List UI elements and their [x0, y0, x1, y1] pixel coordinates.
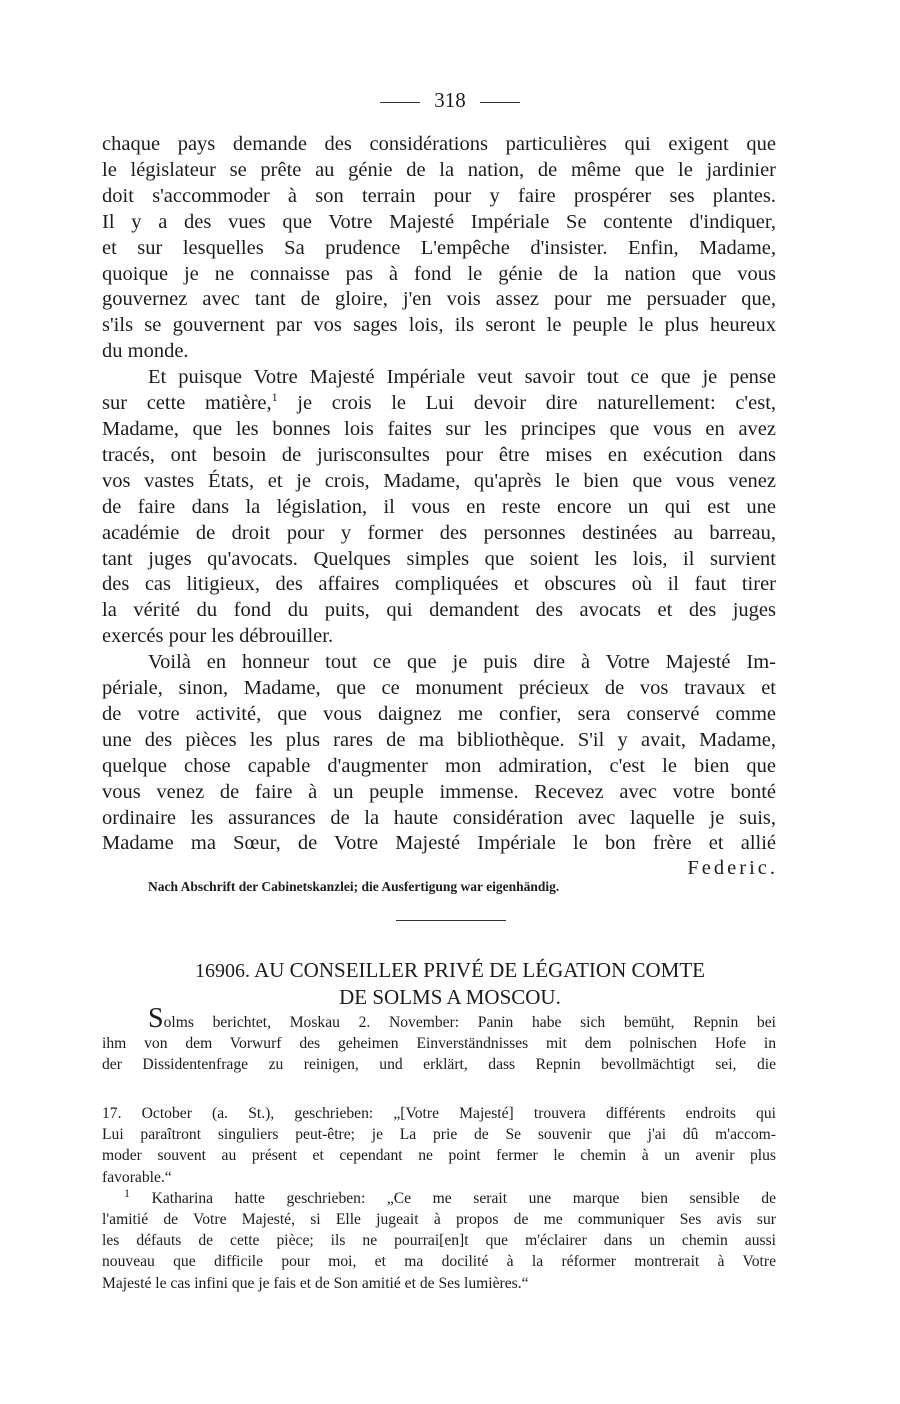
footnotes — [102, 1103, 776, 1294]
text-line: quoique je ne connaisse pas à fond le génie de la nation que vous — [102, 262, 776, 285]
page-number: 318 — [434, 88, 466, 112]
main-letter-text — [102, 132, 776, 857]
text-line: des cas litigieux, des affaires compliquées et obscures où il faut tirer — [102, 573, 776, 596]
text-line: Madame ma Sœur, de Votre Majesté Impériale le bon frère et allié — [102, 832, 776, 855]
text-fragment: Katharina hatte geschrieben: „Ce me serait une marque bien sensible de — [151, 1189, 776, 1207]
text-line: de votre activité, que vous daignez me confier, sera conservé comme — [102, 702, 776, 725]
text-line: du monde. — [102, 340, 189, 363]
footnote-line: l'amitié de Votre Majesté, si Elle jugeait à propos de me communiquer Ses avis sur — [102, 1211, 776, 1229]
header-dash-left — [380, 102, 420, 103]
text-line: académie de droit pour y former des personnes destinées au barreau, — [102, 521, 776, 544]
header-dash-right — [480, 102, 520, 103]
text-line: gouvernez avec tant de gloire, j'en vois assez pour me persuader que, — [102, 288, 776, 311]
footnote-line: Lui paraîtront singuliers peut-être; je La prie de Se souvenir que j'ai dû m'accom- — [102, 1126, 776, 1144]
text-line: vos vastes États, et je crois, Madame, qu'après le bien que vous venez — [102, 469, 776, 492]
text-line: Et puisque Votre Majesté Impériale veut savoir tout ce que je pense — [148, 366, 776, 389]
letter-summary — [102, 1003, 776, 1076]
text-fragment: sur cette matière, — [102, 392, 272, 415]
text-fragment: olms berichtet, Moskau 2. November: Panin habe sich bemüht, Repnin bei — [163, 1014, 776, 1031]
heading-line-1 — [0, 957, 900, 984]
text-line: ihm von dem Vorwurf des geheimen Einverständnisses mit dem polnischen Hofe in — [102, 1035, 776, 1053]
footnote-line: nouveau que difficile pour moi, et ma docilité à la réformer montrerait à Votre — [102, 1253, 776, 1271]
text-line: exercés pour les débrouiller. — [102, 625, 334, 648]
text-line: et sur lesquelles Sa prudence L'empêche d'insister. Enfin, Madame, — [102, 236, 776, 259]
text-line: vous venez de faire à un peuple immense. Recevez avec votre bonté — [102, 780, 776, 803]
footnote-line: Majesté le cas infini que je fais et de Son amitié et de Ses lumières.“ — [102, 1274, 529, 1292]
text-line: périale, sinon, Madame, que ce monument précieux de vos travaux et — [102, 677, 776, 700]
footnote-number: 1 — [124, 1185, 130, 1200]
text-line: doit s'accommoder à son terrain pour y faire prospérer ses plantes. — [102, 184, 776, 207]
letter-heading — [0, 957, 900, 1010]
footnote-line: moder souvent au présent et cependant ne point fermer le chemin à un avenir plus — [102, 1147, 776, 1165]
text-line: tant juges qu'avocats. Quelques simples que soient les lois, il survient — [102, 547, 776, 570]
footnote-line: les défauts de cette pièce; ils ne pourrai[en]t que m'éclairer dans un chemin aussi — [102, 1232, 776, 1250]
text-line: ordinaire les assurances de la haute considération avec laquelle je suis, — [102, 806, 776, 829]
source-note: Nach Abschrift der Cabinetskanzlei; die Ausfertigung war eigenhändig. — [148, 879, 560, 894]
footnote-line: favorable.“ — [102, 1168, 172, 1186]
drop-cap: S — [148, 1003, 164, 1034]
text-line: tracés, ont besoin de jurisconsultes pour être mises en exécution dans — [102, 443, 776, 466]
text-line: le législateur se prête au génie de la nation, de même que le jardinier — [102, 158, 776, 181]
text-line: de faire dans la législation, il vous en reste encore un qui est une — [102, 495, 776, 518]
footnote-line: 17. October (a. St.), geschrieben: „[Votre Majesté] trouvera différents endroits qui — [102, 1105, 776, 1122]
text-line: quelque chose capable d'augmenter mon admiration, c'est le bien que — [102, 754, 776, 777]
heading-title: AU CONSEILLER PRIVÉ DE LÉGATION COMTE — [254, 958, 705, 982]
text-line: chaque pays demande des considérations particulières qui exigent que — [102, 133, 776, 155]
footnote-1-first-line — [102, 1185, 776, 1209]
text-line: s'ils se gouvernent par vos sages lois, ils seront le peuple le plus heureux — [102, 314, 776, 337]
text-line: Madame, que les bonnes lois faites sur les principes que vous en avez — [102, 417, 776, 440]
summary-first-line — [102, 1003, 776, 1034]
text-line: der Dissidentenfrage zu reinigen, und erklärt, dass Repnin bevollmächtigt sei, die — [102, 1056, 776, 1074]
text-fragment: je crois le Lui devoir dire naturellement: c'est, — [297, 392, 777, 415]
section-divider — [396, 920, 506, 921]
footnote-marker: 1 — [271, 390, 278, 405]
text-line-with-footnote — [102, 391, 776, 417]
text-line: Il y a des vues que Votre Majesté Impériale Se contente d'indiquer, — [102, 210, 776, 233]
text-line: une des pièces les plus rares de ma bibliothèque. S'il y avait, Madame, — [102, 728, 776, 751]
signature: Federic. — [687, 857, 778, 879]
text-line: Voilà en honneur tout ce que je puis dire à Votre Majesté Im- — [148, 651, 776, 674]
page-number-header — [0, 86, 900, 114]
letter-number: 16906. — [195, 960, 250, 982]
heading-line-2: DE SOLMS A MOSCOU. — [339, 985, 561, 1009]
text-line: la vérité du fond du puits, qui demandent des avocats et des juges — [102, 599, 776, 622]
